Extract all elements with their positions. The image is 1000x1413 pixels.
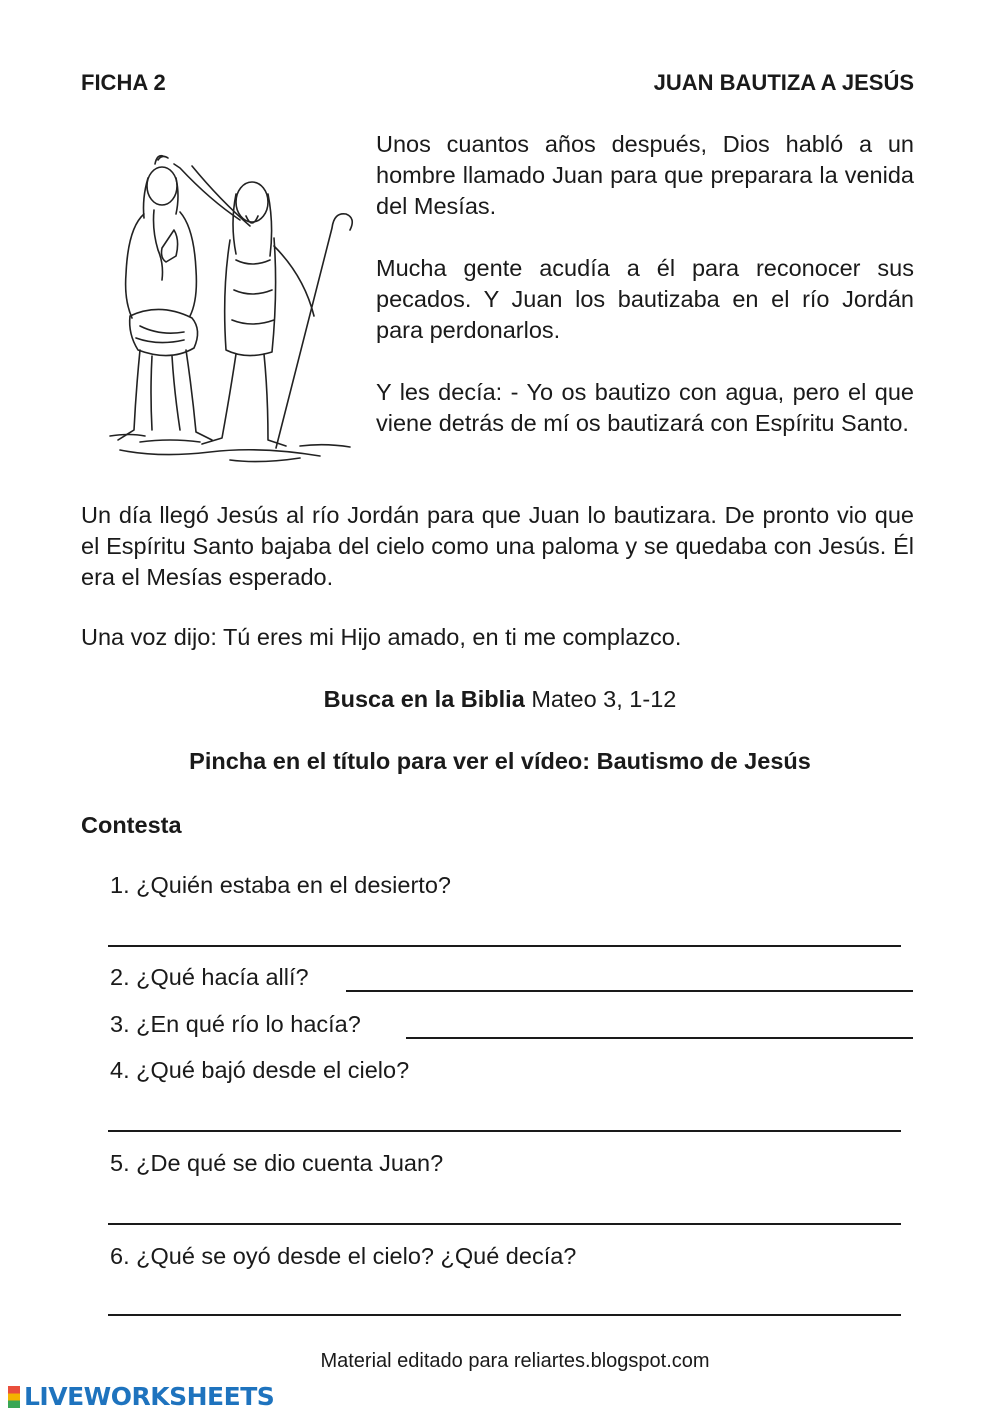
baptism-illustration <box>100 150 362 470</box>
video-link[interactable]: Pincha en el título para ver el vídeo: Bautismo de Jesús <box>189 748 811 774</box>
brand-name: LIVEWORKSHEETS <box>24 1382 275 1411</box>
bible-reference-passage: Mateo 3, 1-12 <box>524 686 677 712</box>
answer-line-3[interactable] <box>406 1037 913 1039</box>
worksheet-number: FICHA 2 <box>81 70 166 95</box>
question-1: 1. ¿Quién estaba en el desierto? <box>110 872 451 898</box>
worksheet-title: JUAN BAUTIZA A JESÚS <box>653 70 914 95</box>
bible-reference-label: Busca en la Biblia <box>323 686 525 712</box>
question-6: 6. ¿Qué se oyó desde el cielo? ¿Qué decía? <box>110 1243 577 1269</box>
liveworksheets-logo[interactable] <box>8 1382 274 1411</box>
story-paragraph: Un día llegó Jesús al río Jordán para que Juan lo bautizara. De pronto vio que el Espíritu Santo bajaba del cielo como una paloma y se quedaba con Jesús. Él era el Mesías esperado. <box>81 502 914 590</box>
question-4: 4. ¿Qué bajó desde el cielo? <box>110 1057 410 1083</box>
intro-paragraph-2: Mucha gente acudía a él para reconocer sus pecados. Y Juan los bautizaba en el río Jordán para perdonarlos. <box>376 255 914 343</box>
question-3: 3. ¿En qué río lo hacía? <box>110 1011 361 1037</box>
question-2: 2. ¿Qué hacía allí? <box>110 964 309 990</box>
answer-line-4[interactable] <box>108 1130 901 1132</box>
question-5: 5. ¿De qué se dio cuenta Juan? <box>110 1150 444 1176</box>
answer-line-6[interactable] <box>108 1314 901 1316</box>
section-heading: Contesta <box>81 812 182 838</box>
answer-line-2[interactable] <box>346 990 913 992</box>
intro-paragraph-1: Unos cuantos años después, Dios habló a un hombre llamado Juan para que preparara la venida del Mesías. <box>376 131 914 219</box>
footer-credit: Material editado para reliartes.blogspot.com <box>320 1350 710 1372</box>
answer-line-1[interactable] <box>108 945 901 947</box>
voice-line: Una voz dijo: Tú eres mi Hijo amado, en ti me complazco. <box>81 624 682 650</box>
intro-text <box>376 129 914 439</box>
answer-line-5[interactable] <box>108 1223 901 1225</box>
liveworksheets-icon <box>8 1386 20 1408</box>
intro-paragraph-3: Y les decía: - Yo os bautizo con agua, pero el que viene detrás de mí os bautizará con Espíritu Santo. <box>376 379 914 436</box>
bible-reference <box>0 686 1000 713</box>
